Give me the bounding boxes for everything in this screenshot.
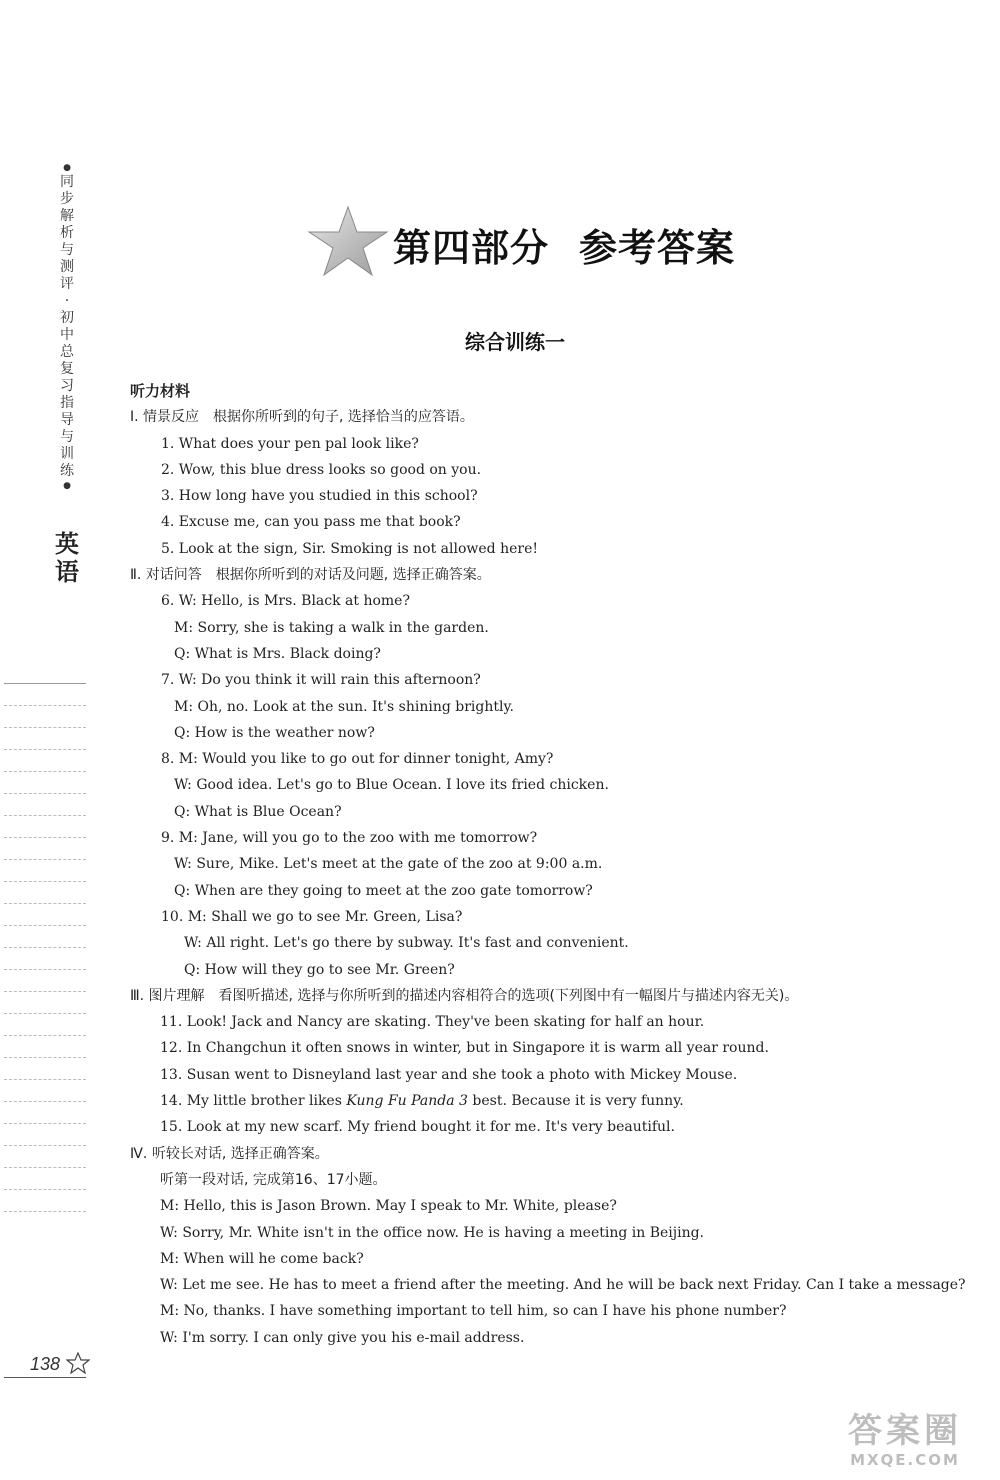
margin-rule-line (4, 1102, 86, 1124)
page-star-icon (66, 1352, 90, 1374)
margin-rule-line (4, 706, 86, 728)
content-line (130, 509, 990, 535)
line-text: 8. M: Would you like to go out for dinner tonight, Amy? (161, 751, 554, 768)
content-line (130, 1035, 990, 1061)
margin-rule-line (4, 1146, 86, 1168)
line-text: 听第一段对话, 完成第16、17小题。 (160, 1171, 387, 1188)
series-char: 中 (60, 327, 74, 343)
line-text: 2. Wow, this blue dress looks so good on you. (161, 461, 482, 478)
line-text: Ⅳ. 听较长对话, 选择正确答案。 (130, 1145, 329, 1162)
line-text: 15. Look at my new scarf. My friend bought it for me. It's very beautiful. (160, 1119, 675, 1136)
section-heading (130, 1141, 990, 1167)
content-line (130, 1272, 990, 1298)
content-line (130, 746, 990, 772)
series-char: 同 (60, 174, 74, 190)
content-line (130, 1325, 990, 1351)
line-text-after: best. Because it is very funny. (467, 1093, 684, 1110)
content-line (130, 1220, 990, 1246)
section-heading (130, 562, 990, 588)
section-title: 综合训练一 (465, 330, 565, 354)
margin-rule-line (4, 794, 86, 816)
series-char: 练 (60, 463, 74, 479)
line-text: 13. Susan went to Disneyland last year and she took a photo with Mickey Mouse. (160, 1066, 738, 1083)
series-char: 解 (60, 208, 74, 224)
line-text: M: Oh, no. Look at the sun. It's shining brightly. (174, 698, 514, 715)
line-text: Ⅲ. 图片理解 看图听描述, 选择与你所听到的描述内容相符合的选项(下列图中有一幅图片与描述内容无关)。 (130, 987, 799, 1004)
footer-rule (4, 1377, 86, 1378)
margin-rule-line (4, 728, 86, 750)
line-text: Ⅰ. 情景反应 根据你所听到的句子, 选择恰当的应答语。 (130, 409, 474, 426)
series-char: 析 (60, 225, 74, 241)
watermark-top: 答案圈 (848, 1411, 962, 1451)
line-text: M: When will he come back? (160, 1250, 364, 1267)
margin-rule-line (4, 1124, 86, 1146)
line-text: M: Hello, this is Jason Brown. May I speak to Mr. White, please? (160, 1198, 617, 1215)
line-text: Q: What is Blue Ocean? (174, 803, 342, 820)
subject-char: 语 (55, 558, 79, 586)
line-text: 9. M: Jane, will you go to the zoo with me tomorrow? (161, 830, 538, 847)
watermark-bottom: MXQE.COM (850, 1451, 960, 1469)
content-heading (130, 378, 990, 404)
series-char: 初 (60, 310, 74, 326)
line-text: 听力材料 (130, 382, 191, 400)
series-char: 导 (60, 412, 74, 428)
content-line (130, 799, 990, 825)
page-number: 138 (30, 1354, 61, 1374)
line-text: 7. W: Do you think it will rain this afternoon? (161, 672, 481, 689)
margin-rule-line (4, 1168, 86, 1190)
line-text: W: All right. Let's go there by subway. It's fast and convenient. (184, 935, 629, 952)
subject-char: 英 (55, 530, 79, 558)
line-text: W: I'm sorry. I can only give you his e-mail address. (160, 1329, 525, 1346)
series-char: 指 (60, 395, 74, 411)
content-line (130, 1088, 990, 1114)
line-text: 5. Look at the sign, Sir. Smoking is not allowed here! (161, 540, 538, 557)
line-text: 4. Excuse me, can you pass me that book? (161, 514, 461, 531)
series-char: 与 (60, 242, 74, 258)
margin-rule-line (4, 992, 86, 1014)
content-line (130, 457, 990, 483)
series-char: 复 (60, 361, 74, 377)
content-line (130, 772, 990, 798)
margin-rule-line (4, 882, 86, 904)
margin-rule-line (4, 1190, 86, 1212)
content-line (130, 720, 990, 746)
content-line (130, 483, 990, 509)
content-line (130, 930, 990, 956)
content-line (130, 536, 990, 562)
section-heading (130, 404, 990, 430)
line-text: Q: When are they going to meet at the zoo gate tomorrow? (174, 882, 593, 899)
content-line (130, 694, 990, 720)
line-text: W: Sure, Mike. Let's meet at the gate of the zoo at 9:00 a.m. (174, 856, 603, 873)
margin-rule-line (4, 662, 86, 684)
content-line (130, 431, 990, 457)
margin-rule-line (4, 772, 86, 794)
answer-title: 参考答案 (579, 225, 736, 270)
series-char: 习 (60, 378, 74, 394)
line-text: 14. My little brother likes (160, 1093, 347, 1110)
content-line (130, 641, 990, 667)
series-char: · (64, 293, 70, 309)
bullet-dot-icon: ● (63, 481, 71, 491)
line-text: 10. M: Shall we go to see Mr. Green, Lisa? (161, 908, 463, 925)
part-title-block (305, 205, 745, 280)
content-line (130, 1298, 990, 1324)
line-text: 3. How long have you studied in this school? (161, 488, 478, 505)
content-line (130, 1114, 990, 1140)
part-title (393, 217, 735, 272)
margin-rule-line (4, 904, 86, 926)
line-text: 1. What does your pen pal look like? (161, 435, 419, 452)
line-text: M: Sorry, she is taking a walk in the garden. (174, 619, 489, 636)
series-char: 总 (60, 344, 74, 360)
content-line (130, 615, 990, 641)
content-line (130, 667, 990, 693)
margin-rule-line (4, 860, 86, 882)
line-text: 6. W: Hello, is Mrs. Black at home? (161, 593, 410, 610)
part-label: 第四部分 (393, 225, 550, 270)
series-char: 步 (60, 191, 74, 207)
margin-rule-line (4, 948, 86, 970)
margin-rule-line (4, 1080, 86, 1102)
subject-label (52, 530, 82, 586)
margin-rule-line (4, 816, 86, 838)
content-line (130, 588, 990, 614)
margin-rule-line (4, 838, 86, 860)
content-line (130, 1009, 990, 1035)
line-text: 11. Look! Jack and Nancy are skating. They've been skating for half an hour. (160, 1014, 705, 1031)
margin-rule-line (4, 684, 86, 706)
section-heading (130, 983, 990, 1009)
series-char: 评 (60, 276, 74, 292)
content-line (130, 1167, 990, 1193)
margin-rule-line (4, 970, 86, 992)
margin-rule-line (4, 750, 86, 772)
margin-rule-line (4, 926, 86, 948)
margin-rules (4, 662, 86, 1212)
line-text: M: No, thanks. I have something important to tell him, so can I have his phone number? (160, 1303, 787, 1320)
line-text: Q: How will they go to see Mr. Green? (184, 961, 455, 978)
content-line (130, 957, 990, 983)
margin-rule-line (4, 1014, 86, 1036)
margin-rule-line (4, 1058, 86, 1080)
answer-content (130, 378, 990, 1351)
content-line (130, 1062, 990, 1088)
bullet-dot-icon: ● (63, 163, 71, 173)
series-char: 测 (60, 259, 74, 275)
line-text: Q: What is Mrs. Black doing? (174, 645, 381, 662)
line-text: W: Sorry, Mr. White isn't in the office now. He is having a meeting in Beijing. (160, 1224, 705, 1241)
line-text: Ⅱ. 对话问答 根据你所听到的对话及问题, 选择正确答案。 (130, 567, 491, 584)
line-text: W: Let me see. He has to meet a friend after the meeting. And he will be back next Friday. Can I take a message? (160, 1277, 966, 1294)
content-line (130, 825, 990, 851)
line-text: Q: How is the weather now? (174, 724, 375, 741)
series-char: 训 (60, 446, 74, 462)
series-char: 与 (60, 429, 74, 445)
watermark (820, 1412, 990, 1474)
content-line (130, 851, 990, 877)
line-text: W: Good idea. Let's go to Blue Ocean. I love its fried chicken. (174, 777, 609, 794)
content-line (130, 1246, 990, 1272)
line-text: 12. In Changchun it often snows in winter, but in Singapore it is warm all year round. (160, 1040, 769, 1057)
italic-title: Kung Fu Panda 3 (346, 1093, 468, 1110)
star-icon (305, 205, 391, 277)
content-line (130, 1193, 990, 1219)
content-line (130, 878, 990, 904)
margin-rule-line (4, 1036, 86, 1058)
content-line (130, 904, 990, 930)
